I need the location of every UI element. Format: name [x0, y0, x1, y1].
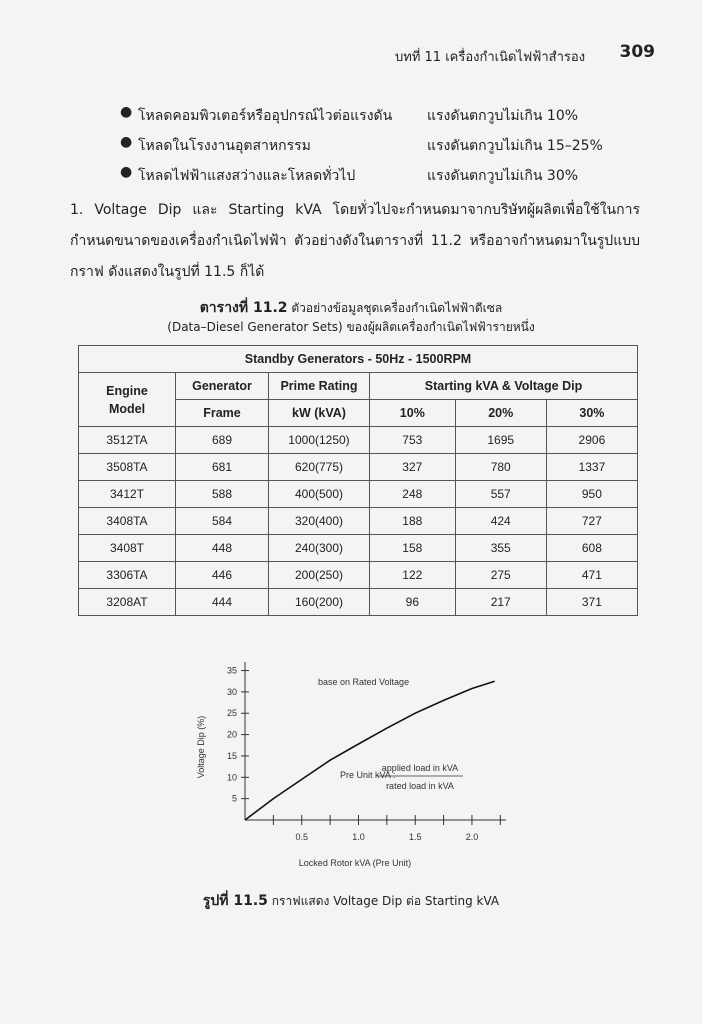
table-row [79, 562, 638, 589]
table-cell: 96 [370, 589, 456, 616]
figure-caption-label: รูปที่ 11.5 [202, 893, 268, 909]
table-cell: 188 [370, 508, 456, 535]
y-tick-label: 25 [226, 708, 237, 719]
table-cell: 689 [176, 427, 269, 454]
bullet-icon: ● [120, 134, 133, 150]
kw-kva-header: kW (kVA) [269, 400, 370, 427]
table-cell: 584 [176, 508, 269, 535]
formula-numerator: applied load in kVA [381, 763, 459, 773]
formula-denominator: rated load in kVA [386, 781, 454, 791]
body-paragraph: 1. Voltage Dip และ Starting kVA โดยทั่วไปจะกำหนดมาจากบริษัทผู้ผลิตเพื่อใช้ในการกำหนดขนาดของเครื่องกำเนิดไฟฟ้า ตัวอย่างดังในตารางที่ 11.2 หรืออาจกำหนดมาในรูปแบบกราฟ ดังแสดงในรูปที่ 11.5 ก็ได้ [70, 202, 640, 280]
y-tick-label: 15 [226, 750, 237, 761]
table-cell: 620(775) [269, 454, 370, 481]
table-title-row [79, 346, 638, 373]
list-item [120, 163, 640, 193]
table-header-row [79, 373, 638, 400]
page-number: 309 [619, 42, 655, 62]
table-cell: 400(500) [269, 481, 370, 508]
dip-30-header: 30% [546, 400, 637, 427]
voltage-dip-chart [190, 652, 520, 872]
table-cell: 355 [455, 535, 546, 562]
table-cell: 2906 [546, 427, 637, 454]
table-row [79, 454, 638, 481]
table-cell: 446 [176, 562, 269, 589]
y-tick-label: 20 [226, 729, 237, 740]
table-row [79, 481, 638, 508]
page-header [395, 42, 655, 64]
table-cell: 557 [455, 481, 546, 508]
table-cell: 608 [546, 535, 637, 562]
model-header-line: Model [108, 401, 146, 416]
table-cell: 160(200) [269, 589, 370, 616]
starting-kva-header: Starting kVA & Voltage Dip [370, 373, 638, 400]
table-cell: 3208AT [79, 589, 176, 616]
table-cell: 158 [370, 535, 456, 562]
table-cell: 3508TA [79, 454, 176, 481]
table-cell: 217 [455, 589, 546, 616]
table-cell: 681 [176, 454, 269, 481]
table-title: Standby Generators - 50Hz - 1500RPM [79, 346, 638, 373]
x-tick-label: 1.5 [408, 832, 422, 842]
generator-header: Generator [176, 373, 269, 400]
y-axis-label: Voltage Dip (%) [196, 715, 206, 779]
table-cell: 1000(1250) [269, 427, 370, 454]
chart-svg [190, 652, 520, 872]
engine-model-header [79, 373, 176, 427]
axis-ticks [227, 666, 500, 842]
dip-10-header: 10% [370, 400, 456, 427]
table-cell: 327 [370, 454, 456, 481]
table-cell: 275 [455, 562, 546, 589]
curve-label: base on Rated Voltage [318, 677, 410, 687]
table-cell: 753 [370, 427, 456, 454]
y-tick-label: 10 [226, 772, 237, 783]
frame-header: Frame [176, 400, 269, 427]
bullet-icon: ● [120, 164, 133, 180]
table-cell: 200(250) [269, 562, 370, 589]
y-tick-label: 35 [226, 665, 237, 676]
table-cell: 3512TA [79, 427, 176, 454]
table-cell: 248 [370, 481, 456, 508]
table-cell: 3412T [79, 481, 176, 508]
x-tick-label: 2.0 [465, 832, 479, 842]
table-cell: 780 [455, 454, 546, 481]
load-type: โหลดคอมพิวเตอร์หรืออุปกรณ์ไวต่อแรงดัน [138, 108, 393, 124]
table-cell: 424 [455, 508, 546, 535]
table-caption-line2: (Data–Diesel Generator Sets) ของผู้ผลิตเครื่องกำเนิดไฟฟ้ารายหนึ่ง [167, 320, 535, 334]
x-axis-label: Locked Rotor kVA (Pre Unit) [298, 858, 412, 868]
dip-limit: แรงดันตกวูบไม่เกิน 15–25% [427, 138, 603, 154]
dip-20-header: 20% [455, 400, 546, 427]
table-caption-label: ตารางที่ 11.2 [199, 300, 288, 316]
figure-caption-text: กราฟแสดง Voltage Dip ต่อ Starting kVA [271, 894, 500, 908]
table-row [79, 427, 638, 454]
table-cell: 240(300) [269, 535, 370, 562]
load-type: โหลดไฟฟ้าแสงสว่างและโหลดทั่วไป [138, 168, 356, 184]
x-tick-label: 1.0 [352, 832, 365, 842]
series-line [245, 681, 495, 820]
table-row [79, 589, 638, 616]
list-item [120, 133, 640, 163]
table-cell: 122 [370, 562, 456, 589]
dip-limit: แรงดันตกวูบไม่เกิน 10% [427, 108, 579, 124]
generator-table [78, 345, 638, 616]
prime-rating-header: Prime Rating [269, 373, 370, 400]
table-cell: 3408T [79, 535, 176, 562]
formula-prefix: Pre Unit kVA : [340, 770, 396, 780]
table-cell: 371 [546, 589, 637, 616]
x-tick-label: 0.5 [295, 832, 308, 842]
table-row [79, 508, 638, 535]
table-cell: 471 [546, 562, 637, 589]
engine-header-line: Engine [106, 383, 148, 398]
table-cell: 1337 [546, 454, 637, 481]
table-cell: 3408TA [79, 508, 176, 535]
table-cell: 320(400) [269, 508, 370, 535]
figure-caption [0, 890, 702, 912]
table-row [79, 535, 638, 562]
table-cell: 950 [546, 481, 637, 508]
table-caption-line1 [0, 297, 702, 319]
table-cell: 448 [176, 535, 269, 562]
list-item [120, 103, 640, 133]
chapter-title: บทที่ 11 เครื่องกำเนิดไฟฟ้าสำรอง [395, 50, 586, 65]
table-cell: 3306TA [79, 562, 176, 589]
dip-limit: แรงดันตกวูบไม่เกิน 30% [427, 168, 579, 184]
table-cell: 1695 [455, 427, 546, 454]
bullet-list [120, 103, 640, 193]
load-type: โหลดในโรงงานอุตสาหกรรม [138, 138, 311, 154]
y-tick-label: 30 [226, 686, 237, 697]
table-cell: 444 [176, 589, 269, 616]
table-cell: 727 [546, 508, 637, 535]
table-cell: 588 [176, 481, 269, 508]
bullet-icon: ● [120, 104, 133, 120]
table-caption-text: ตัวอย่างข้อมูลชุดเครื่องกำเนิดไฟฟ้าดีเซล [291, 301, 503, 315]
y-tick-label: 5 [231, 793, 237, 804]
